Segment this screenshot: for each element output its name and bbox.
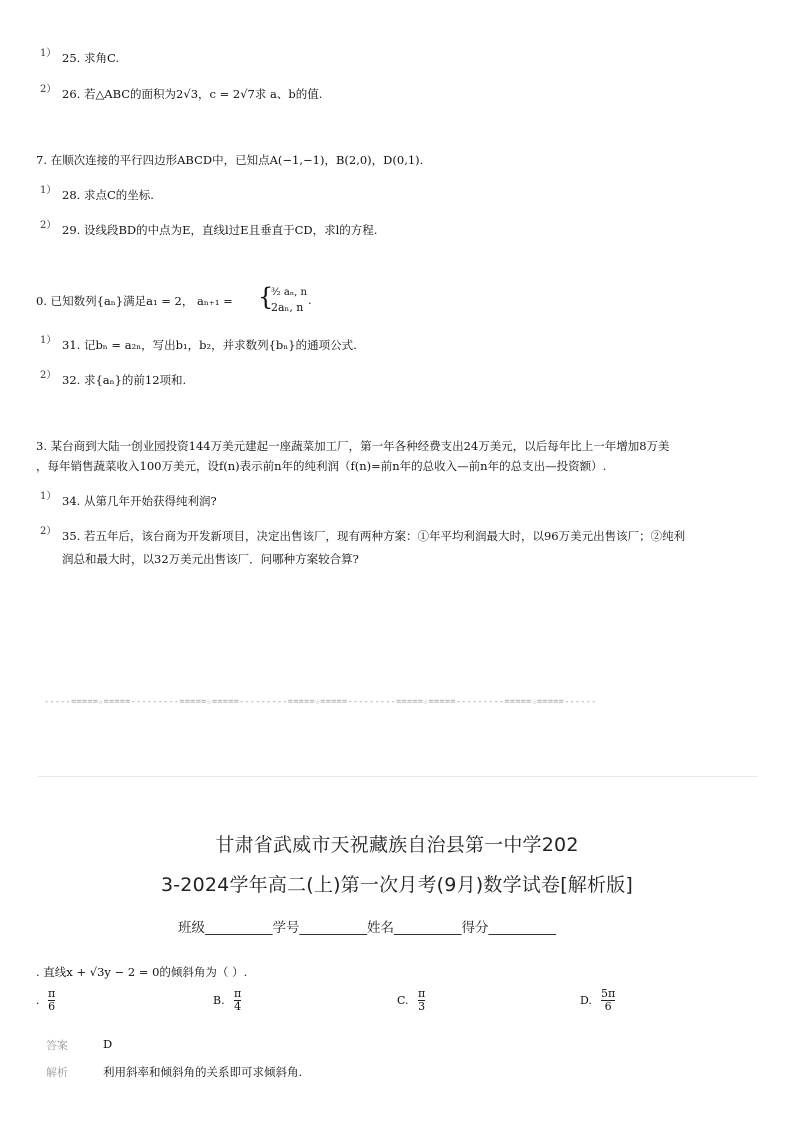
question-35-line-1: 35. 若五年后，该台商为开发新项目，决定出售该厂，现有两种方案：①年平均利润最大时，以96万美元出售该厂；②纯利: [62, 529, 686, 543]
exam-title-line-2: 3-2024学年高二(上)第一次月考(9月)数学试卷[解析版]: [160, 874, 634, 896]
question-29: 29. 设线段BD的中点为E，直线l过E且垂直于CD，求l的方程.: [62, 223, 378, 237]
question-33-line-1: 3. 某台商到大陆一创业园投资144万美元建起一座蔬菜加工厂，第一年各种经费支出24万美元，以后每年比上一年增加8万美: [36, 439, 670, 453]
analysis-label: 解析: [46, 1066, 68, 1079]
fraction-numerator: π: [234, 987, 242, 1000]
question-31: 31. 记bₙ = a₂ₙ，写出b₁，b₂，并求数列{bₙ}的通项公式.: [62, 338, 357, 352]
option-fraction: [234, 988, 241, 1013]
option-fraction: [418, 988, 425, 1013]
fraction-denominator: 6: [604, 1000, 612, 1013]
fraction-numerator: π: [48, 987, 56, 1000]
analysis-text: 利用斜率和倾斜角的关系即可求倾斜角.: [103, 1065, 303, 1079]
part-index: 2）: [40, 220, 57, 231]
question-27-stem: 7. 在顺次连接的平行四边形ABCD中，已知点A(−1,−1)，B(2,0)，D(0,1).: [36, 153, 424, 167]
answer-value: D: [103, 1037, 113, 1051]
question-1-stem: . 直线x + √3y − 2 = 0的倾斜角为（ ）.: [36, 965, 248, 979]
section-divider: -----=====☆=====---------=====☆=====---------=====☆=====---------=====☆=====---------=====☆=====------: [44, 697, 597, 707]
part-index: 2）: [40, 370, 57, 381]
part-index: 2）: [40, 526, 57, 537]
part-index: 1）: [40, 335, 57, 346]
option-fraction: [601, 988, 615, 1013]
option-label: C.: [397, 994, 409, 1007]
stem-suffix: .: [308, 293, 312, 307]
question-26: 26. 若△ABC的面积为2√3，c = 2√7求 a、b的值.: [62, 87, 323, 101]
fraction-numerator: 5π: [601, 987, 616, 1000]
option-fraction: [48, 988, 55, 1013]
question-30-stem: 0. 已知数列{aₙ}满足a₁ = 2， aₙ₊₁ =: [36, 294, 233, 308]
fraction-denominator: 6: [48, 1000, 56, 1013]
part-index: 1）: [40, 491, 57, 502]
fraction-denominator: 4: [234, 1000, 242, 1013]
student-info-line: 班级__________学号__________姓名__________得分__________: [178, 920, 556, 936]
page-separator: [38, 776, 758, 777]
fraction-denominator: 3: [418, 1000, 426, 1013]
answer-label: 答案: [46, 1039, 68, 1052]
part-index: 1）: [40, 48, 57, 59]
option-label: .: [36, 994, 40, 1007]
part-index: 1）: [40, 185, 57, 196]
question-32: 32. 求{aₙ}的前12项和.: [62, 373, 187, 387]
brace-icon: {: [258, 283, 274, 311]
piecewise-case-1: ³⁄₂ aₙ, n: [271, 287, 307, 298]
option-label: D.: [580, 994, 592, 1007]
fraction-numerator: π: [418, 987, 426, 1000]
part-index: 2）: [40, 84, 57, 95]
option-label: B.: [213, 994, 225, 1007]
question-33-line-2: ，每年销售蔬菜收入100万美元，设f(n)表示前n年的纯利润（f(n)=前n年的总收入—前n年的总支出—投资额）.: [36, 459, 607, 473]
question-34: 34. 从第几年开始获得纯利润?: [62, 494, 217, 508]
piecewise-case-2: 2aₙ, n: [271, 301, 304, 314]
question-35-line-2: 润总和最大时，以32万美元出售该厂．问哪种方案较合算?: [62, 552, 359, 566]
question-25: 25. 求角C.: [62, 51, 119, 65]
exam-title-line-1: 甘肃省武威市天祝藏族自治县第一中学202: [215, 834, 579, 856]
question-28: 28. 求点C的坐标.: [62, 188, 154, 202]
